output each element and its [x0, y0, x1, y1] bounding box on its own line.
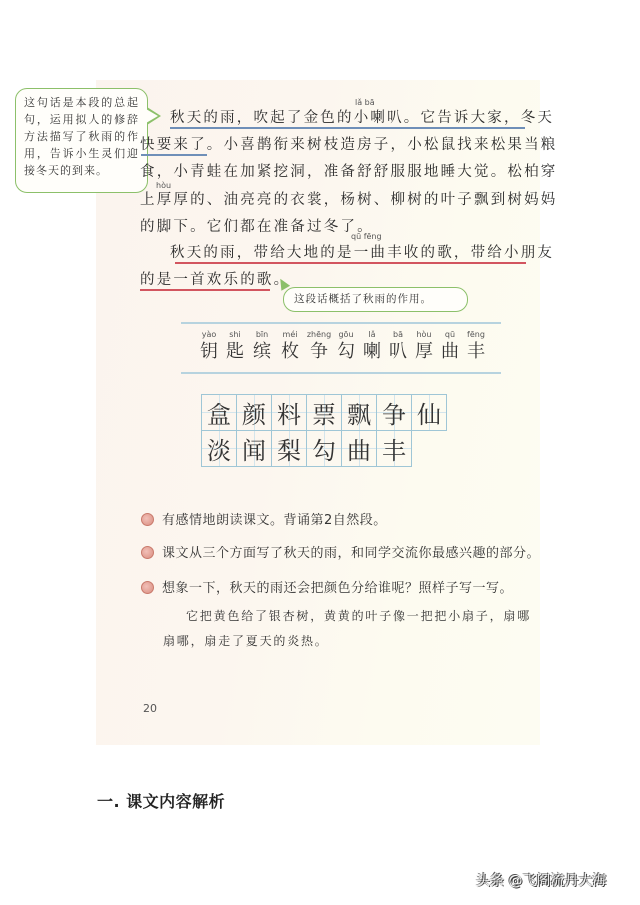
vocab-hanzi: 争 [310, 341, 328, 362]
vocab-item [384, 324, 412, 363]
exercise-1: 有感情地朗读课文。背诵第2自然段。 [162, 513, 387, 528]
blue-underline-1 [170, 127, 525, 129]
grid-cell-empty [412, 431, 447, 467]
topic-sentence-callout [15, 88, 148, 193]
vocab-pinyin: shi [229, 330, 241, 339]
grid-cell: 盒 [202, 395, 237, 431]
grid-cell: 曲 [342, 431, 377, 467]
vocab-pinyin: yào [201, 330, 217, 339]
vocab-hanzi: 叭 [389, 341, 407, 362]
grid-cell: 争 [377, 395, 412, 431]
pinyin-laba: lǎ bā [355, 98, 375, 107]
vocab-pinyin: qū [444, 330, 456, 339]
vocab-item [436, 324, 464, 363]
callout-tail-fill [146, 109, 158, 123]
vocab-pinyin: fēng [467, 330, 485, 339]
vocab-hanzi: 枚 [281, 341, 299, 362]
vocab-pinyin: hòu [416, 330, 432, 339]
grid-cell: 梨 [272, 431, 307, 467]
vocab-hanzi: 厚 [415, 341, 433, 362]
vocab-item [221, 324, 249, 363]
pinyin-qufeng: qū fēng [351, 232, 382, 241]
sample-line-2: 扇哪，扇走了夏天的炎热。 [163, 634, 329, 648]
passage-line-7: 的是一首欢乐的歌。 [140, 272, 291, 288]
vocab-item [276, 324, 304, 363]
vocab-hanzi: 缤 [253, 341, 271, 362]
grid-cell: 颜 [237, 395, 272, 431]
red-underline-1 [175, 262, 526, 264]
grid-cell: 票 [307, 395, 342, 431]
red-underline-2 [140, 289, 270, 291]
vocab-item [195, 324, 223, 363]
grid-row-2 [202, 431, 447, 467]
vocab-hanzi: 曲 [441, 341, 459, 362]
character-writing-grid [201, 394, 447, 467]
exercise-bullet-icon [141, 546, 154, 559]
vocab-item [332, 324, 360, 363]
summary-callout-text: 这段话概括了秋雨的作用。 [294, 293, 432, 305]
vocab-item [410, 324, 438, 363]
exercise-bullet-icon [141, 581, 154, 594]
pinyin-hou: hòu [156, 181, 172, 190]
grid-cell: 飘 [342, 395, 377, 431]
passage-line-3: 食，小青蛙在加紧挖洞，准备舒舒服服地睡大觉。松柏穿 [140, 164, 558, 180]
topic-sentence-callout-text: 这句话是本段的总起句，运用拟人的修辞方法描写了秋雨的作用，告诉小生灵们迎接冬天的到来。 [24, 96, 139, 177]
passage-line-1: 秋天的雨，吹起了金色的小喇叭。它告诉大家，冬天 [170, 110, 555, 126]
passage-line-6: 秋天的雨，带给大地的是一曲丰收的歌，带给小朋友 [170, 245, 555, 261]
grid-cell: 淡 [202, 431, 237, 467]
vocab-pinyin: bā [393, 330, 403, 339]
grid-cell: 仙 [412, 395, 447, 431]
grid-cell: 闻 [237, 431, 272, 467]
exercise-2: 课文从三个方面写了秋天的雨，和同学交流你最感兴趣的部分。 [162, 546, 541, 561]
passage-line-5: 的脚下。它们都在准备过冬了。 [140, 219, 374, 235]
exercise-bullet-icon [141, 513, 154, 526]
section-heading: 一. 课文内容解析 [97, 792, 226, 811]
summary-callout [283, 287, 468, 312]
exercise-3: 想象一下，秋天的雨还会把颜色分给谁呢？照样子写一写。 [162, 581, 514, 596]
vocab-hanzi: 喇 [363, 341, 381, 362]
page-number: 20 [143, 702, 157, 715]
vocab-item [462, 324, 490, 363]
sample-line-1: 它把黄色给了银杏树，黄黄的叶子像一把把小扇子，扇哪 [186, 609, 532, 623]
vocab-pinyin: gōu [338, 330, 354, 339]
watermark: 头条 @飞阁流丹大海 [476, 873, 607, 889]
vocab-pinyin: méi [282, 330, 298, 339]
vocab-pinyin: bīn [255, 330, 269, 339]
vocab-hanzi: 丰 [467, 341, 485, 362]
vocab-item [358, 324, 386, 363]
passage-line-4: 上厚厚的、油亮亮的衣裳，杨树、柳树的叶子飘到树妈妈 [140, 192, 558, 208]
grid-row-1 [202, 395, 447, 431]
blue-underline-2 [141, 154, 207, 156]
grid-cell: 料 [272, 395, 307, 431]
vocab-pinyin: lǎ [368, 330, 376, 339]
vocab-pinyin: zhēng [306, 330, 332, 339]
vocab-hanzi: 钥 [200, 341, 218, 362]
vocab-item [248, 324, 276, 363]
vocab-hanzi: 勾 [337, 341, 355, 362]
vocab-hanzi: 匙 [226, 341, 244, 362]
vocabulary-band [181, 322, 501, 374]
passage-line-2: 快要来了。小喜鹊衔来树枝造房子，小松鼠找来松果当粮 [140, 137, 558, 153]
grid-cell: 丰 [377, 431, 412, 467]
grid-cell: 勾 [307, 431, 342, 467]
vocab-item [305, 324, 333, 363]
